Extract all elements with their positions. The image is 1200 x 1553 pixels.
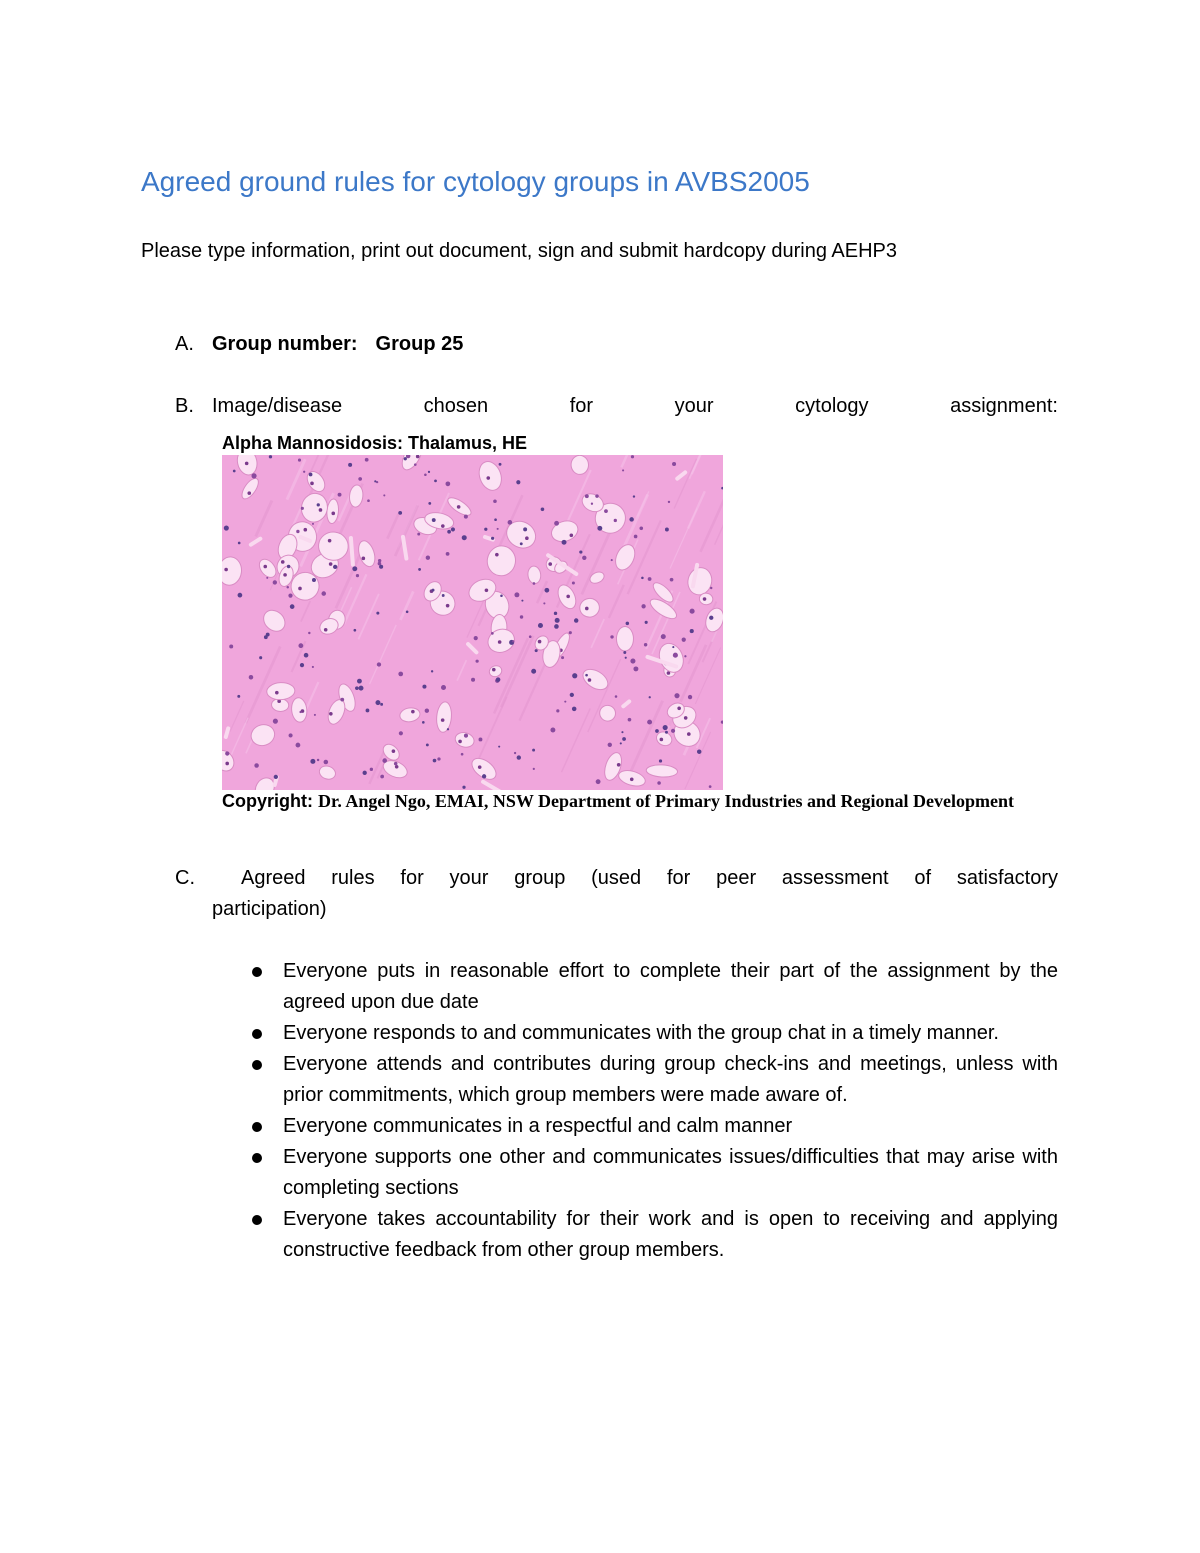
prompt-word: cytology (795, 395, 869, 417)
instructions-text: Please type information, print out document, sign and submit hardcopy during AEHP3 (141, 240, 897, 262)
prompt-word: assignment: (950, 395, 1058, 417)
list-item (246, 1142, 1058, 1204)
agreed-rules-item (175, 863, 1058, 925)
bullet-icon (252, 967, 262, 977)
bullet-icon (252, 1029, 262, 1039)
list-item (246, 1049, 1058, 1111)
image-disease-prompt (212, 395, 1058, 418)
agreed-rules-heading-continued: participation) (212, 898, 327, 920)
group-number-item (175, 333, 463, 356)
copyright-text: Dr. Angel Ngo, EMAI, NSW Department of Primary Industries and Regional Development (318, 791, 1014, 811)
bullet-icon (252, 1060, 262, 1070)
item-letter-b: B. (175, 395, 194, 417)
rule-text: Everyone communicates in a respectful and calm manner (283, 1115, 793, 1137)
agreed-rules-heading-line (175, 863, 1058, 894)
rule-text: Everyone takes accountability for their work and is open to receiving and applying constructive feedback from other group members. (283, 1208, 1058, 1261)
list-item (246, 1111, 1058, 1142)
rule-text: Everyone attends and contributes during group check-ins and meetings, unless with prior commitments, which group members were made aware of. (283, 1053, 1058, 1106)
prompt-word: Image/disease (212, 395, 343, 417)
prompt-word: your (674, 395, 714, 417)
prompt-word: for (569, 395, 594, 417)
list-item (246, 956, 1058, 1018)
rule-text: Everyone puts in reasonable effort to complete their part of the assignment by the agreed upon due date (283, 960, 1058, 1013)
image-disease-item (175, 395, 1058, 418)
prompt-word: chosen (423, 395, 489, 417)
copyright-label: Copyright: (222, 791, 313, 811)
bullet-icon (252, 1215, 262, 1225)
list-item (246, 1018, 1058, 1049)
bullet-icon (252, 1122, 262, 1132)
list-item (246, 1204, 1058, 1266)
figure-caption: Alpha Mannosidosis: Thalamus, HE (222, 433, 528, 453)
group-number-label: Group number: (212, 333, 358, 355)
group-number-value: Group 25 (375, 333, 464, 355)
item-letter-a: A. (175, 333, 194, 355)
item-letter-c: C. (175, 867, 195, 889)
histology-micrograph (222, 455, 723, 790)
copyright-line (222, 791, 1014, 812)
bullet-icon (252, 1153, 262, 1163)
rule-text: Everyone responds to and communicates with the group chat in a timely manner. (283, 1022, 999, 1044)
rules-list (246, 956, 1058, 1266)
page-title: Agreed ground rules for cytology groups in AVBS2005 (141, 166, 810, 197)
agreed-rules-heading: Agreed rules for your group (used for peer assessment of satisfactory (241, 867, 1058, 889)
rule-text: Everyone supports one other and communicates issues/difficulties that may arise with completing sections (283, 1146, 1058, 1199)
